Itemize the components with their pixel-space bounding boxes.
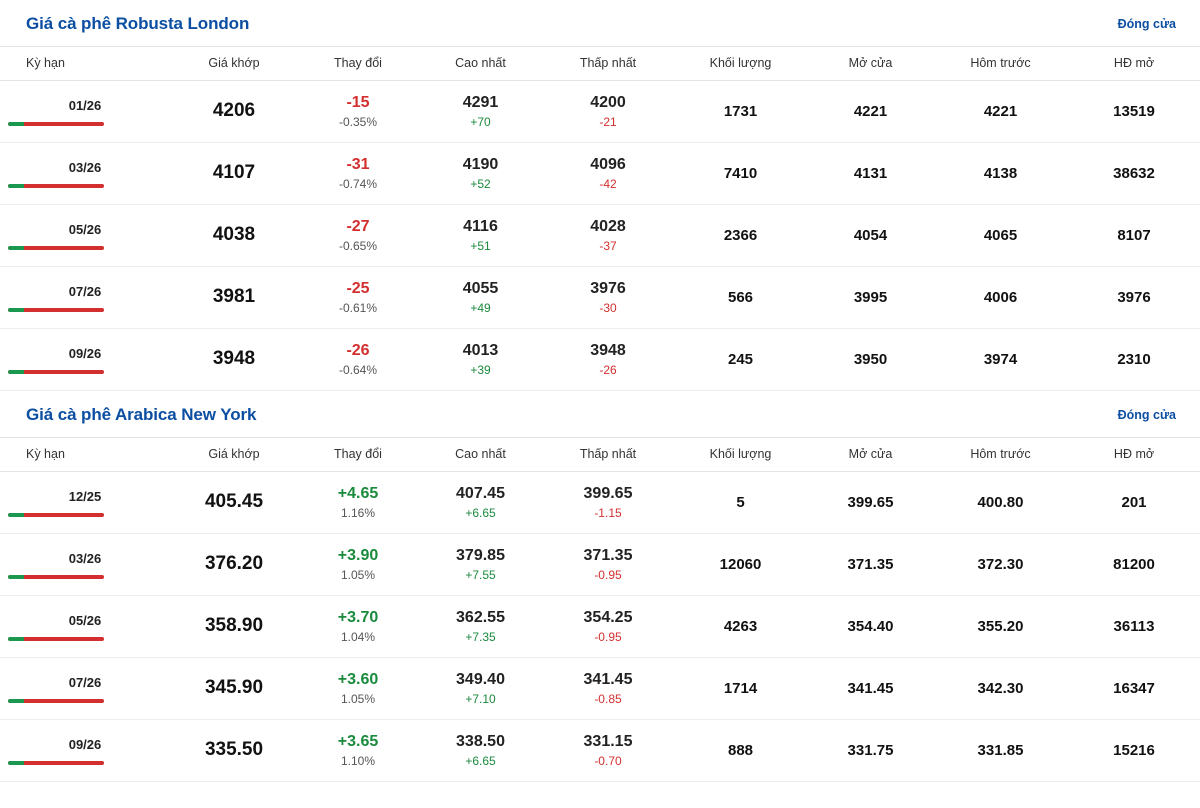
cell-volume: [673, 472, 808, 534]
cell-oi: [1068, 205, 1200, 267]
cell-volume: [673, 143, 808, 205]
change-percent: 1.16%: [340, 506, 376, 521]
table-row: [0, 534, 1200, 596]
high-value: 407.45: [456, 484, 505, 502]
cell-change: [298, 472, 418, 534]
cell-high: [418, 720, 543, 782]
column-header-oi: HĐ mở: [1068, 438, 1200, 472]
column-header-volume: Khối lượng: [673, 47, 808, 81]
cell-prev: [933, 205, 1068, 267]
cell-term: [0, 329, 170, 391]
cell-volume: [673, 534, 808, 596]
change-value: +3.70: [337, 608, 379, 626]
cell-oi: [1068, 81, 1200, 143]
table-row: [0, 205, 1200, 267]
cell-term: [0, 472, 170, 534]
low-diff: -37: [599, 239, 617, 254]
range-bar-segment: [8, 184, 24, 188]
cell-oi: [1068, 143, 1200, 205]
cell-low: [543, 205, 673, 267]
cell-term: [0, 534, 170, 596]
cell-open: [808, 267, 933, 329]
high-value: 4055: [462, 279, 499, 297]
low-diff: -30: [599, 301, 617, 316]
volume-value: 245: [727, 350, 754, 368]
range-bar-segment: [8, 122, 24, 126]
cell-change: [298, 534, 418, 596]
cell-oi: [1068, 329, 1200, 391]
cell-high: [418, 596, 543, 658]
low-diff: -42: [599, 177, 617, 192]
table-header-row: [0, 47, 1200, 81]
cell-price: [170, 143, 298, 205]
volume-value: 2366: [723, 226, 758, 244]
cell-change: [298, 329, 418, 391]
cell-high: [418, 329, 543, 391]
column-header-low: Thấp nhất: [543, 47, 673, 81]
volume-value: 4263: [723, 617, 758, 635]
range-bar: [8, 184, 104, 188]
oi-value: 38632: [1113, 164, 1155, 182]
cell-prev: [933, 267, 1068, 329]
change-percent: 1.05%: [340, 568, 376, 583]
high-diff: +7.35: [465, 630, 496, 645]
cell-price: [170, 658, 298, 720]
column-header-prev: Hôm trước: [933, 47, 1068, 81]
low-diff: -0.95: [594, 630, 622, 645]
cell-low: [543, 596, 673, 658]
open-value: 354.40: [847, 617, 894, 635]
low-value: 4200: [590, 93, 626, 111]
table-header-row: [0, 438, 1200, 472]
change-percent: 1.04%: [340, 630, 376, 645]
volume-value: 1731: [723, 102, 758, 120]
change-percent: 1.05%: [340, 692, 376, 707]
prev-value: 4221: [983, 102, 1018, 120]
change-percent: -0.64%: [338, 363, 378, 378]
cell-volume: [673, 329, 808, 391]
cell-high: [418, 534, 543, 596]
low-value: 354.25: [583, 608, 633, 626]
cell-change: [298, 143, 418, 205]
cell-change: [298, 267, 418, 329]
volume-value: 12060: [719, 555, 762, 573]
cell-change: [298, 81, 418, 143]
open-value: 371.35: [847, 555, 894, 573]
high-value: 349.40: [456, 670, 505, 688]
cell-oi: [1068, 720, 1200, 782]
cell-price: [170, 81, 298, 143]
range-bar: [8, 699, 104, 703]
table-row: [0, 472, 1200, 534]
high-diff: +49: [470, 301, 491, 316]
high-diff: +39: [470, 363, 491, 378]
low-value: 341.45: [583, 670, 633, 688]
low-value: 3948: [590, 341, 626, 359]
table-row: [0, 596, 1200, 658]
range-bar: [8, 761, 104, 765]
low-diff: -0.95: [594, 568, 622, 583]
cell-prev: [933, 596, 1068, 658]
cell-open: [808, 205, 933, 267]
table-row: [0, 329, 1200, 391]
high-value: 379.85: [456, 546, 505, 564]
cell-high: [418, 658, 543, 720]
term-label: 09/26: [68, 736, 102, 752]
cell-low: [543, 720, 673, 782]
open-value: 399.65: [847, 493, 894, 511]
change-value: +3.65: [337, 732, 379, 750]
cell-low: [543, 658, 673, 720]
column-header-prev: Hôm trước: [933, 438, 1068, 472]
range-bar-segment: [8, 246, 24, 250]
change-value: -26: [346, 341, 370, 359]
prev-value: 4138: [983, 164, 1018, 182]
cell-volume: [673, 658, 808, 720]
low-diff: -21: [599, 115, 617, 130]
price-value: 376.20: [204, 553, 264, 575]
oi-value: 15216: [1113, 741, 1155, 759]
prev-value: 3974: [983, 350, 1018, 368]
status-badge: Đóng cửa: [1117, 17, 1176, 31]
change-percent: -0.61%: [338, 301, 378, 316]
high-diff: +52: [470, 177, 491, 192]
cell-open: [808, 143, 933, 205]
robusta-price-table: [0, 46, 1200, 391]
low-value: 331.15: [583, 732, 633, 750]
cell-low: [543, 534, 673, 596]
cell-prev: [933, 534, 1068, 596]
cell-prev: [933, 658, 1068, 720]
cell-high: [418, 267, 543, 329]
column-header-change: Thay đổi: [298, 47, 418, 81]
oi-value: 13519: [1113, 102, 1155, 120]
cell-prev: [933, 472, 1068, 534]
volume-value: 5: [736, 493, 745, 511]
cell-low: [543, 143, 673, 205]
high-diff: +7.55: [465, 568, 496, 583]
cell-low: [543, 81, 673, 143]
low-value: 399.65: [583, 484, 633, 502]
low-diff: -1.15: [594, 506, 622, 521]
cell-price: [170, 329, 298, 391]
cell-volume: [673, 205, 808, 267]
range-bar-segment: [8, 699, 24, 703]
page-title: Giá cà phê Arabica New York: [26, 405, 257, 424]
cell-change: [298, 205, 418, 267]
change-value: +4.65: [337, 484, 379, 502]
cell-low: [543, 329, 673, 391]
range-bar: [8, 122, 104, 126]
table-row: [0, 267, 1200, 329]
oi-value: 81200: [1113, 555, 1155, 573]
cell-prev: [933, 81, 1068, 143]
range-bar: [8, 246, 104, 250]
page-title: Giá cà phê Robusta London: [26, 14, 250, 33]
open-value: 4131: [853, 164, 888, 182]
high-value: 4013: [462, 341, 499, 359]
change-value: -27: [346, 217, 370, 235]
term-label: 07/26: [68, 283, 102, 299]
volume-value: 1714: [723, 679, 758, 697]
cell-prev: [933, 143, 1068, 205]
section-robusta-london: [0, 0, 1200, 391]
low-value: 4028: [590, 217, 626, 235]
cell-change: [298, 720, 418, 782]
price-value: 345.90: [204, 677, 264, 699]
cell-prev: [933, 720, 1068, 782]
term-label: 03/26: [68, 159, 102, 175]
open-value: 3995: [853, 288, 888, 306]
oi-value: 36113: [1113, 617, 1155, 635]
cell-oi: [1068, 534, 1200, 596]
column-header-low: Thấp nhất: [543, 438, 673, 472]
volume-value: 7410: [723, 164, 758, 182]
cell-prev: [933, 329, 1068, 391]
cell-volume: [673, 81, 808, 143]
change-percent: -0.35%: [338, 115, 378, 130]
section-header: [0, 0, 1200, 46]
column-header-price: Giá khớp: [170, 438, 298, 472]
cell-price: [170, 472, 298, 534]
cell-open: [808, 534, 933, 596]
high-diff: +51: [470, 239, 491, 254]
cell-open: [808, 329, 933, 391]
change-percent: -0.74%: [338, 177, 378, 192]
high-diff: +6.65: [465, 506, 496, 521]
range-bar-segment: [8, 761, 24, 765]
term-label: 07/26: [68, 674, 102, 690]
cell-price: [170, 267, 298, 329]
column-header-high: Cao nhất: [418, 438, 543, 472]
prev-value: 372.30: [977, 555, 1024, 573]
low-diff: -0.70: [594, 754, 622, 769]
change-percent: -0.65%: [338, 239, 378, 254]
range-bar: [8, 308, 104, 312]
cell-term: [0, 205, 170, 267]
cell-high: [418, 81, 543, 143]
cell-high: [418, 205, 543, 267]
cell-term: [0, 720, 170, 782]
low-value: 371.35: [583, 546, 633, 564]
range-bar: [8, 370, 104, 374]
open-value: 3950: [853, 350, 888, 368]
change-percent: 1.10%: [340, 754, 376, 769]
low-diff: -0.85: [594, 692, 622, 707]
column-header-term: Kỳ hạn: [0, 47, 170, 81]
cell-volume: [673, 596, 808, 658]
prev-value: 355.20: [977, 617, 1024, 635]
open-value: 4054: [853, 226, 888, 244]
cell-price: [170, 596, 298, 658]
column-header-term: Kỳ hạn: [0, 438, 170, 472]
oi-value: 2310: [1117, 350, 1151, 368]
high-diff: +70: [470, 115, 491, 130]
prev-value: 400.80: [977, 493, 1024, 511]
cell-low: [543, 472, 673, 534]
range-bar-segment: [8, 575, 24, 579]
price-value: 405.45: [204, 491, 264, 513]
term-label: 12/25: [68, 488, 102, 504]
cell-high: [418, 143, 543, 205]
high-diff: +7.10: [465, 692, 496, 707]
table-row: [0, 143, 1200, 205]
cell-volume: [673, 720, 808, 782]
cell-change: [298, 658, 418, 720]
column-header-open: Mở cửa: [808, 47, 933, 81]
high-value: 4291: [462, 93, 499, 111]
range-bar: [8, 513, 104, 517]
high-value: 4116: [463, 217, 498, 235]
cell-volume: [673, 267, 808, 329]
cell-oi: [1068, 596, 1200, 658]
term-label: 03/26: [68, 550, 102, 566]
high-value: 362.55: [456, 608, 505, 626]
volume-value: 888: [727, 741, 754, 759]
prev-value: 4006: [983, 288, 1018, 306]
cell-oi: [1068, 658, 1200, 720]
price-value: 4107: [212, 162, 256, 184]
cell-open: [808, 81, 933, 143]
cell-open: [808, 596, 933, 658]
column-header-high: Cao nhất: [418, 47, 543, 81]
column-header-oi: HĐ mở: [1068, 47, 1200, 81]
high-diff: +6.65: [465, 754, 496, 769]
status-badge: Đóng cửa: [1117, 408, 1176, 422]
column-header-volume: Khối lượng: [673, 438, 808, 472]
term-label: 05/26: [68, 221, 102, 237]
open-value: 341.45: [847, 679, 894, 697]
cell-term: [0, 81, 170, 143]
cell-oi: [1068, 472, 1200, 534]
price-value: 335.50: [204, 739, 264, 761]
range-bar-segment: [8, 308, 24, 312]
table-row: [0, 720, 1200, 782]
high-value: 4190: [462, 155, 499, 173]
change-value: +3.60: [337, 670, 379, 688]
price-value: 3948: [212, 348, 256, 370]
cell-price: [170, 534, 298, 596]
range-bar-segment: [8, 370, 24, 374]
table-row: [0, 658, 1200, 720]
cell-change: [298, 596, 418, 658]
cell-term: [0, 596, 170, 658]
change-value: +3.90: [337, 546, 379, 564]
range-bar-segment: [8, 513, 24, 517]
change-value: -31: [346, 155, 370, 173]
cell-price: [170, 205, 298, 267]
oi-value: 16347: [1113, 679, 1155, 697]
cell-term: [0, 267, 170, 329]
price-value: 358.90: [204, 615, 264, 637]
cell-open: [808, 472, 933, 534]
term-label: 01/26: [68, 97, 102, 113]
prev-value: 4065: [983, 226, 1018, 244]
arabica-price-table: [0, 437, 1200, 782]
section-arabica-newyork: [0, 391, 1200, 782]
cell-open: [808, 658, 933, 720]
volume-value: 566: [727, 288, 754, 306]
price-value: 4206: [212, 100, 256, 122]
oi-value: 201: [1121, 493, 1147, 511]
price-value: 4038: [212, 224, 256, 246]
cell-low: [543, 267, 673, 329]
open-value: 4221: [853, 102, 888, 120]
low-value: 3976: [590, 279, 626, 297]
open-value: 331.75: [847, 741, 894, 759]
oi-value: 3976: [1117, 288, 1151, 306]
range-bar-segment: [8, 637, 24, 641]
cell-open: [808, 720, 933, 782]
cell-term: [0, 658, 170, 720]
range-bar: [8, 637, 104, 641]
cell-oi: [1068, 267, 1200, 329]
section-header: [0, 391, 1200, 437]
cell-high: [418, 472, 543, 534]
low-value: 4096: [590, 155, 626, 173]
cell-price: [170, 720, 298, 782]
term-label: 09/26: [68, 345, 102, 361]
term-label: 05/26: [68, 612, 102, 628]
oi-value: 8107: [1117, 226, 1151, 244]
price-value: 3981: [212, 286, 256, 308]
prev-value: 342.30: [977, 679, 1024, 697]
change-value: -25: [346, 279, 370, 297]
prev-value: 331.85: [977, 741, 1024, 759]
column-header-open: Mở cửa: [808, 438, 933, 472]
cell-term: [0, 143, 170, 205]
column-header-price: Giá khớp: [170, 47, 298, 81]
range-bar: [8, 575, 104, 579]
high-value: 338.50: [456, 732, 505, 750]
low-diff: -26: [599, 363, 617, 378]
change-value: -15: [346, 93, 370, 111]
column-header-change: Thay đổi: [298, 438, 418, 472]
table-row: [0, 81, 1200, 143]
